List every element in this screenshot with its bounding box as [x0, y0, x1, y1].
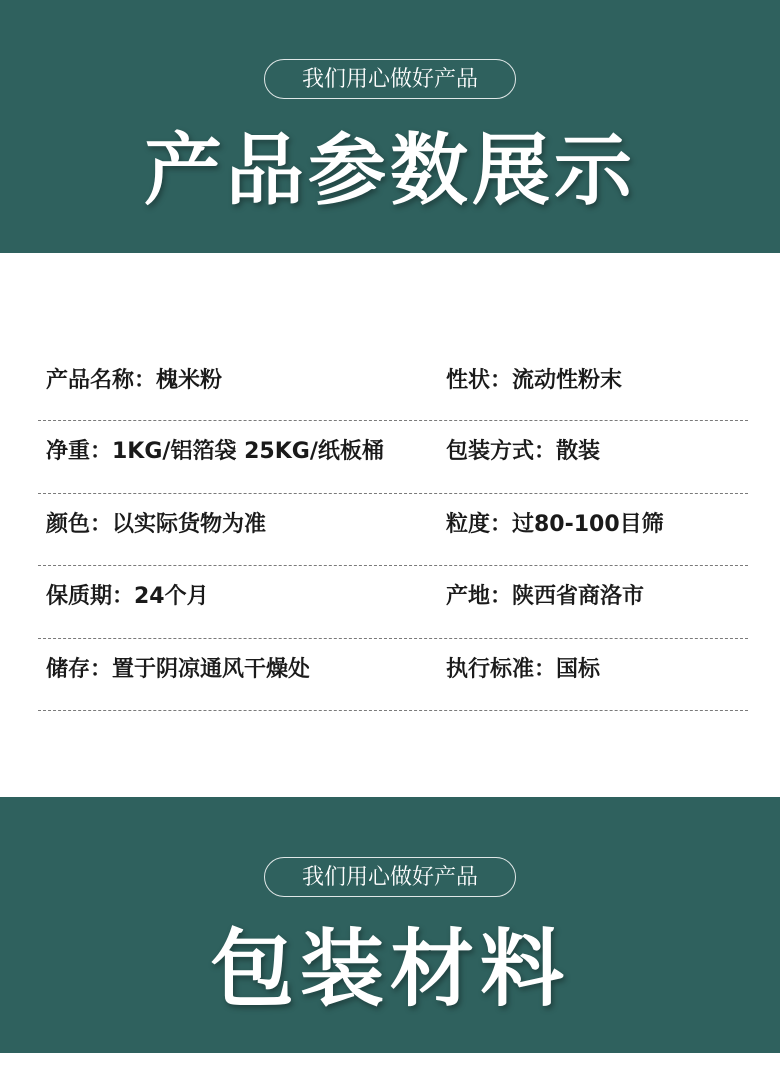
- param-row: [38, 350, 748, 421]
- footer-slogan-pill: 我们用心做好产品: [264, 857, 516, 897]
- param-storage: 储存：置于阴凉通风干燥处: [46, 656, 311, 682]
- param-row: [38, 639, 748, 712]
- footer-title: 包装材料: [209, 919, 570, 1018]
- param-color: 颜色：以实际货物为准: [46, 511, 267, 537]
- param-row: [38, 494, 748, 567]
- param-granularity: 粒度：过80-100目筛: [446, 511, 664, 537]
- param-standard: 执行标准：国标: [446, 656, 601, 682]
- param-shelf-life: 保质期：24个月: [46, 584, 209, 609]
- param-name: 产品名称：槐米粉: [46, 368, 223, 393]
- param-form: 性状：流动性粉末: [446, 368, 623, 393]
- header-slogan-pill: 我们用心做好产品: [264, 59, 516, 99]
- param-weight: 净重：1KG/铝箔袋 25KG/纸板桶: [46, 439, 384, 464]
- params-table: [38, 350, 748, 711]
- param-row: [38, 566, 748, 639]
- param-origin: 产地：陕西省商洛市: [446, 584, 645, 609]
- footer-banner: [0, 797, 780, 1053]
- param-packaging: 包装方式：散装: [446, 439, 601, 464]
- header-banner: [0, 0, 780, 253]
- header-title: 产品参数展示: [143, 125, 636, 216]
- param-row: [38, 421, 748, 494]
